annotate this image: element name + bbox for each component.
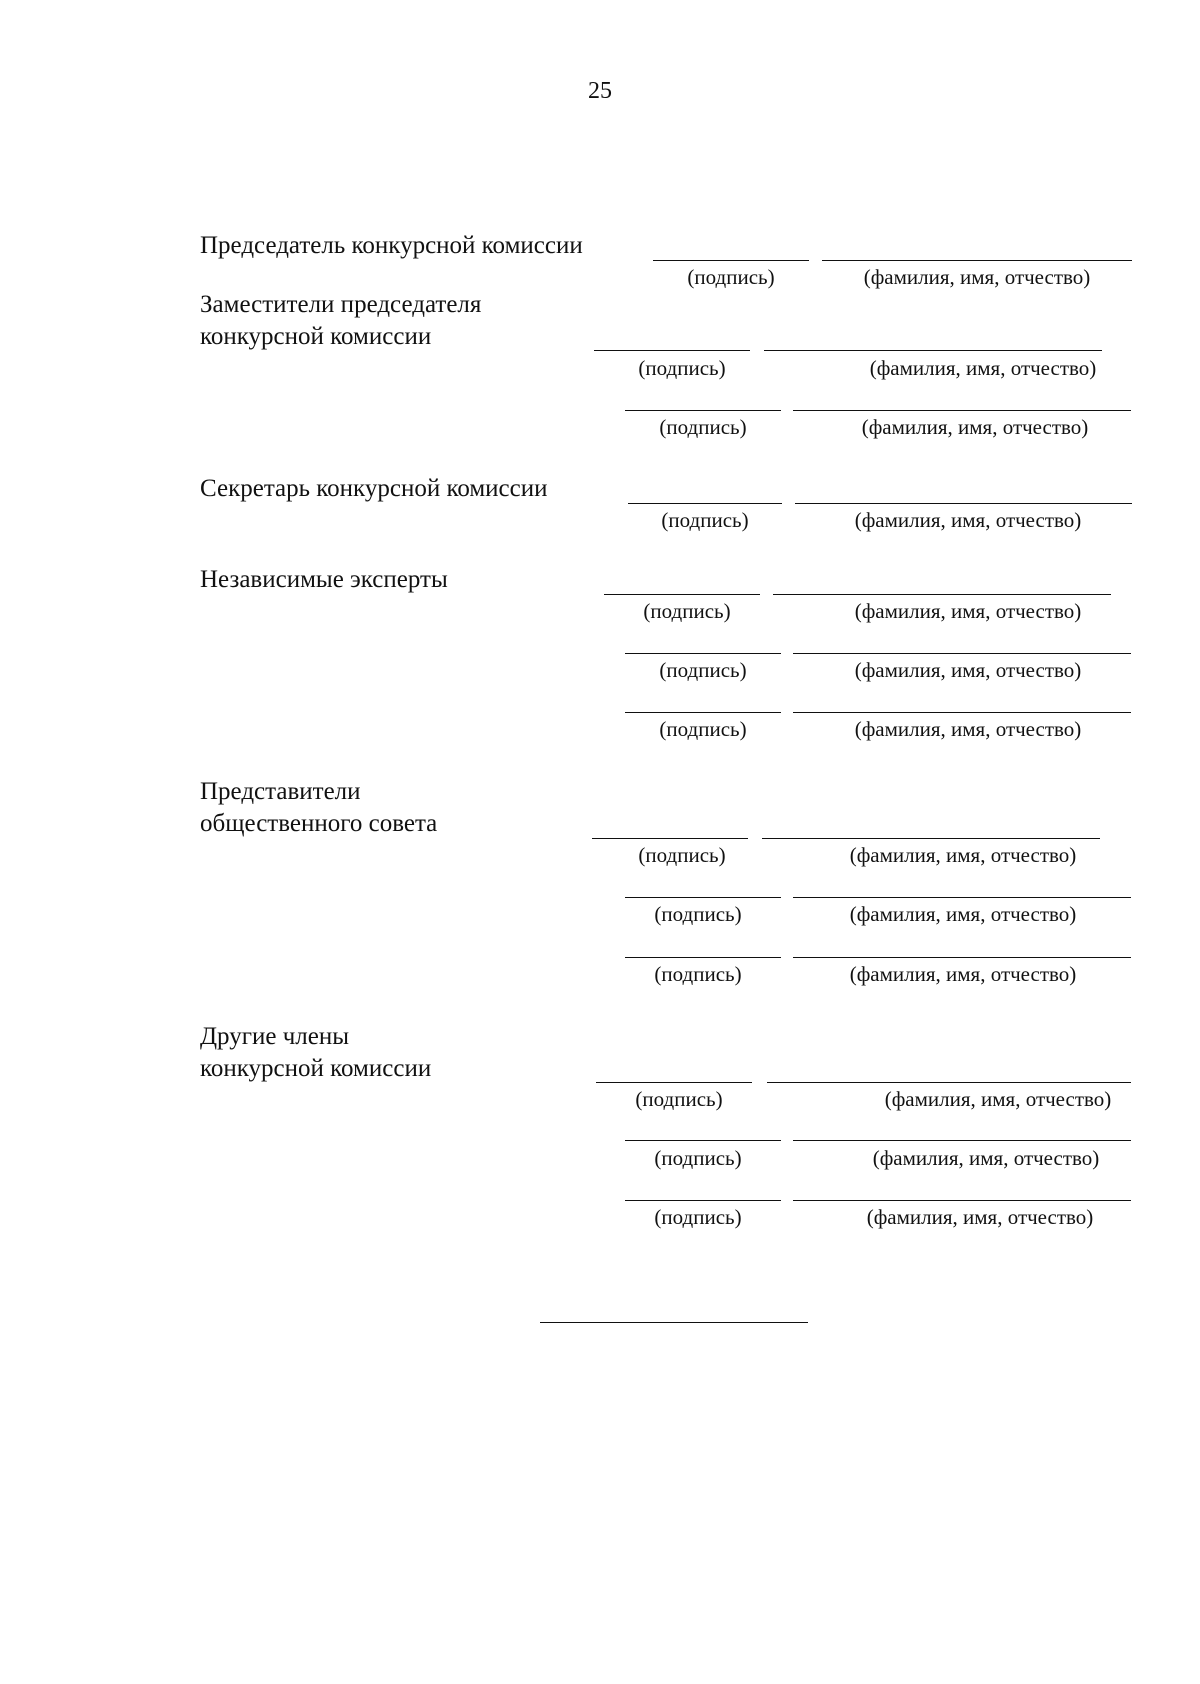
signature-caption: (подпись) <box>661 508 749 532</box>
name-caption: (фамилия, имя, отчество) <box>884 1087 1112 1111</box>
name-line <box>793 712 1131 713</box>
signature-caption: (подпись) <box>654 962 742 986</box>
name-line <box>793 653 1131 654</box>
signature-line <box>596 1082 752 1083</box>
name-line <box>764 350 1102 351</box>
name-line <box>773 594 1111 595</box>
section-title-line: Председатель конкурсной комиссии <box>200 232 583 259</box>
section-title-line: Другие члены <box>200 1023 350 1050</box>
name-caption: (фамилия, имя, отчество) <box>863 265 1091 289</box>
signature-caption: (подпись) <box>638 356 726 380</box>
section-title-experts <box>200 564 448 596</box>
signature-caption: (подпись) <box>659 415 747 439</box>
name-line <box>793 1140 1131 1141</box>
section-title-line: Представители <box>200 778 361 805</box>
name-caption: (фамилия, имя, отчество) <box>869 356 1097 380</box>
signature-caption: (подпись) <box>659 658 747 682</box>
signature-caption: (подпись) <box>638 843 726 867</box>
name-line <box>793 957 1131 958</box>
signature-caption: (подпись) <box>654 902 742 926</box>
section-title-deputies <box>200 289 481 353</box>
signature-line <box>594 350 750 351</box>
name-caption: (фамилия, имя, отчество) <box>866 1205 1094 1229</box>
signature-caption: (подпись) <box>659 717 747 741</box>
name-caption: (фамилия, имя, отчество) <box>854 508 1082 532</box>
section-title-other-members <box>200 1021 431 1085</box>
section-title-line: конкурсной комиссии <box>200 1055 432 1082</box>
end-of-document-rule <box>540 1322 808 1323</box>
section-title-line: Независимые эксперты <box>200 566 448 593</box>
name-caption: (фамилия, имя, отчество) <box>872 1146 1100 1170</box>
signature-caption: (подпись) <box>643 599 731 623</box>
signature-caption: (подпись) <box>654 1205 742 1229</box>
signature-line <box>604 594 760 595</box>
name-line <box>793 410 1131 411</box>
section-title-secretary <box>200 473 548 505</box>
signature-line <box>625 957 781 958</box>
section-title-public-council <box>200 776 437 840</box>
name-line <box>793 1200 1131 1201</box>
section-title-line: конкурсной комиссии <box>200 323 432 350</box>
name-caption: (фамилия, имя, отчество) <box>861 415 1089 439</box>
signature-line <box>625 1200 781 1201</box>
section-title-chairman <box>200 230 583 262</box>
name-caption: (фамилия, имя, отчество) <box>854 717 1082 741</box>
name-line <box>793 897 1131 898</box>
signature-line <box>653 260 809 261</box>
section-title-line: общественного совета <box>200 810 438 837</box>
name-line <box>762 838 1100 839</box>
page-number: 25 <box>588 78 612 104</box>
signature-line <box>625 897 781 898</box>
signature-line <box>625 410 781 411</box>
name-line <box>795 503 1132 504</box>
signature-caption: (подпись) <box>687 265 775 289</box>
name-line <box>822 260 1132 261</box>
name-caption: (фамилия, имя, отчество) <box>854 658 1082 682</box>
signature-line <box>625 712 781 713</box>
section-title-line: Заместители председателя <box>200 291 482 318</box>
name-caption: (фамилия, имя, отчество) <box>849 902 1077 926</box>
signature-line <box>628 503 782 504</box>
signature-line <box>625 1140 781 1141</box>
signature-caption: (подпись) <box>654 1146 742 1170</box>
name-caption: (фамилия, имя, отчество) <box>854 599 1082 623</box>
name-caption: (фамилия, имя, отчество) <box>849 962 1077 986</box>
name-line <box>767 1082 1131 1083</box>
section-title-line: Секретарь конкурсной комиссии <box>200 475 548 502</box>
name-caption: (фамилия, имя, отчество) <box>849 843 1077 867</box>
signature-line <box>625 653 781 654</box>
signature-caption: (подпись) <box>635 1087 723 1111</box>
signature-line <box>592 838 748 839</box>
